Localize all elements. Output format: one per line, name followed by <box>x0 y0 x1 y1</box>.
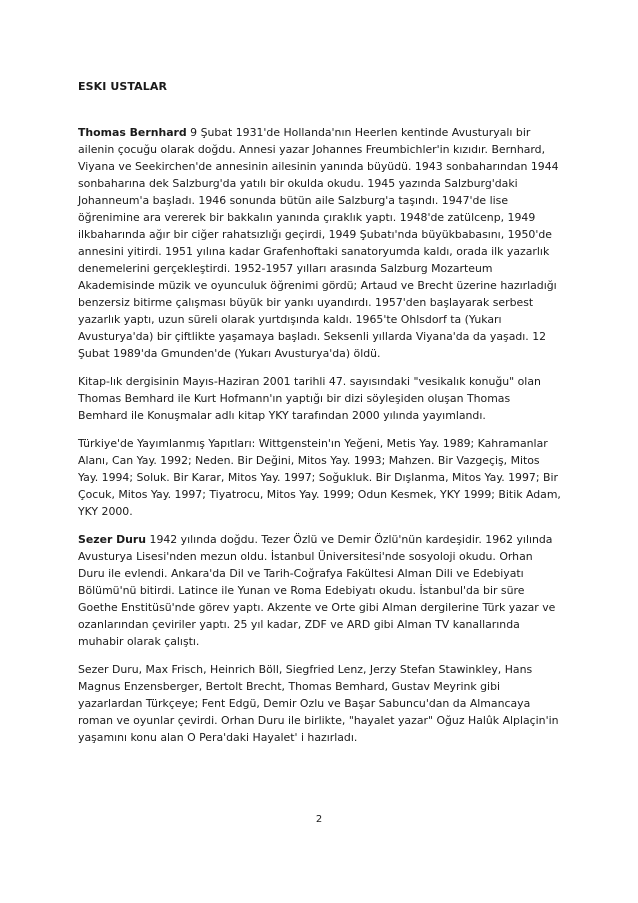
paragraph-bernhard-bio <box>78 124 562 362</box>
author-name-bernhard: Thomas Bernhard <box>78 126 187 139</box>
paragraph-text: 9 Şubat 1931'de Hollanda'nın Heerlen kentinde Avusturyalı bir ailenin çocuğu olarak doğdu. Annesi yazar Johannes Freumbichler'in kızıdır. Bernhard, Viyana ve Seekirchen'de annesinin ailesinin yanında büyüdü. 1943 sonbaharından 1944 sonbaharına dek Salzburg'da yatılı bir okulda okudu. 1945 yazında Salzburg'daki Johanneum'a başladı. 1946 sonunda bütün aile Salzburg'a taşındı. 1947'de lise öğrenimine ara vererek bir bakkalın yanında çıraklık yaptı. 1948'de zatülcenp, 1949 ilkbaharında ağır bir ciğer rahatsızlığı geçirdi, 1949 Şubatı'nda büyükbabasını, 1950'de annesini yitirdi. 1951 yılına kadar Grafenhoftaki sanatoryumda kaldı, orada ilk yazarlık denemelerini gerçekleştirdi. 1952-1957 yılları arasında Salzburg Mozarteum Akademisinde müzik ve oyunculuk öğrenimi gördü; Artaud ve Brecht üzerine hazırladığı benzersiz bitirme çalışması büyük bir yankı uyandırdı. 1957'den başlayarak serbest yazarlık yaptı, uzun süreli olarak yurtdışında kaldı. 1965'te Ohlsdorf ta (Yukarı Avusturya'da) bir çiftlikte yaşamaya başladı. Seksenli yıllarda Viyana'da da yaşadı. 12 Şubat 1989'da Gmunden'de (Yukarı Avusturya'da) öldü. <box>78 126 559 360</box>
document-body <box>78 124 562 757</box>
paragraph-kitaplik <box>78 373 562 424</box>
paragraph-works <box>78 435 562 520</box>
paragraph-text: Kitap-lık dergisinin Mayıs-Haziran 2001 tarihli 47. sayısındaki "vesikalık konuğu" olan Thomas Bemhard ile Kurt Hofmann'ın yaptığı bir dizi söyleşiden oluşan Thomas Bemhard ile Konuşmalar adlı kitap YKY tarafından 2000 yılında yayımlandı. <box>78 375 541 422</box>
paragraph-duru-bio <box>78 531 562 650</box>
translator-name-duru: Sezer Duru <box>78 533 147 546</box>
paragraph-duru-translations <box>78 661 562 746</box>
paragraph-text: Sezer Duru, Max Frisch, Heinrich Böll, Siegfried Lenz, Jerzy Stefan Stawinkley, Hans Magnus Enzensberger, Bertolt Brecht, Thomas Bemhard, Gustav Meyrink gibi yazarlardan Türkçeye; Fent Edgü, Demir Ozlu ve Başar Sabuncu'dan da Almancaya roman ve oyunlar çevirdi. Orhan Duru ile birlikte, "hayalet yazar" Oğuz Halûk Alplaçin'in yaşamını konu alan O Pera'daki Hayalet' i hazırladı. <box>78 663 559 744</box>
page-number: 2 <box>315 814 323 825</box>
document-heading: ESKI USTALAR <box>78 80 168 93</box>
paragraph-text: 1942 yılında doğdu. Tezer Özlü ve Demir Özlü'nün kardeşidir. 1962 yılında Avusturya Lisesi'nden mezun oldu. İstanbul Üniversitesi'nde sosyoloji okudu. Orhan Duru ile evlendi. Ankara'da Dil ve Tarih-Coğrafya Fakültesi Alman Dili ve Edebiyatı Bölümü'nü bitirdi. Latince ile Yunan ve Roma Edebiyatı okudu. İstanbul'da bir süre Goethe Enstitüsü'nde görev yaptı. Akzente ve Orte gibi Alman dergilerine Türk yazar ve ozanlarından çeviriler yaptı. 25 yıl kadar, ZDF ve ARD gibi Alman TV kanallarında muhabir olarak çalıştı. <box>78 533 556 648</box>
paragraph-text: Türkiye'de Yayımlanmış Yapıtları: Wittgenstein'ın Yeğeni, Metis Yay. 1989; Kahramanlar Alanı, Can Yay. 1992; Neden. Bir Değini, Mitos Yay. 1993; Mahzen. Bir Vazgeçiş, Mitos Yay. 1994; Soluk. Bir Karar, Mitos Yay. 1997; Soğukluk. Bir Dışlanma, Mitos Yay. 1997; Bir Çocuk, Mitos Yay. 1997; Tiyatrocu, Mitos Yay. 1999; Odun Kesmek, YKY 1999; Bitik Adam, YKY 2000. <box>78 437 561 518</box>
